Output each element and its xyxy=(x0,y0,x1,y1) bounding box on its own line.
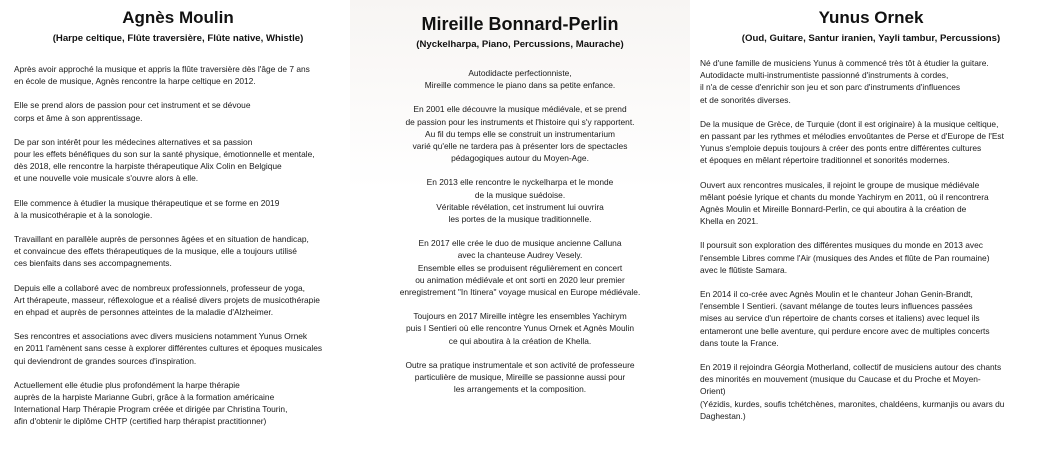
musician-instruments: (Nyckelharpa, Piano, Percussions, Maurache) xyxy=(416,39,624,50)
musician-instruments: (Harpe celtique, Flûte traversière, Flûte native, Whistle) xyxy=(52,33,304,44)
bio-paragraph: Il poursuit son exploration des différentes musiques du monde en 2013 avec l'ensemble Libres comme l'Air (musiques des Andes et flûte de Pan roumaine) avec le flûtiste Samara. xyxy=(700,240,990,275)
bio-paragraph: Ouvert aux rencontres musicales, il rejoint le groupe de musique médiévale mêlant poésie lyrique et chants du monde Yachirym en 2011, où il rencontrera Agnès Moulin et Mireille Bonnard-Perlin, ce qui aboutira à la création de Khella en 2021. xyxy=(700,179,989,227)
musician-name: Yunus Ornek xyxy=(818,8,924,27)
column-yunus-ornek xyxy=(690,0,1050,474)
bio-paragraph: Elle commence à étudier la musique thérapeutique et se forme en 2019 à la musicothérapie et à la sonologie. xyxy=(14,197,280,220)
bio-paragraph: Autodidacte perfectionniste, Mireille commence le piano dans sa petite enfance. xyxy=(424,68,616,91)
bio-paragraph: En 2014 il co-crée avec Agnès Moulin et le chanteur Johan Genin-Brandt, l'ensemble I Sentieri. (savant mélange de toutes leurs influences passées mises au service d'un répertoire de chants corses et italiens) avec lequel ils entameront une belle aventure, qui perdure encore avec de multiples concerts dans toute la France. xyxy=(700,289,990,348)
bio-paragraph: Né d'une famille de musiciens Yunus à commencé très tôt à étudier la guitare. Autodidacte multi-instrumentiste passionné d'instruments à cordes, il n'a de cesse d'enrichir son jeu et son parc d'instruments d'influences et de sonorités diverses. xyxy=(700,58,989,105)
musician-instruments: (Oud, Guitare, Santur iranien, Yayli tambur, Percussions) xyxy=(741,33,1001,44)
musician-name: Mireille Bonnard-Perlin xyxy=(421,14,619,34)
column-agnes-moulin xyxy=(0,0,350,474)
bio-paragraph: En 2019 il rejoindra Géorgia Motherland, collectif de musiciens autour des chants des minorités en mouvement (musique du Caucase et du Proche et Moyen- Orient) (Yézidis, kurdes, soufis tchétchènes, maronites, chaldéens, kurmanjis ou avars du Daghestan.) xyxy=(700,362,1005,421)
bio-paragraph: De la musique de Grèce, de Turquie (dont il est originaire) à la musique celtique, en passant par les rythmes et mélodies envoûtantes de Perse et d'Europe de l'Est Yunus s'emploie depuis toujours à créer des ponts entre différentes cultures et époques en mêlant répertoire traditionnel et sonorités modernes. xyxy=(700,118,1004,166)
bio-paragraph: Ses rencontres et associations avec divers musiciens notamment Yunus Ornek en 2011 l'amènent sans cesse à explorer différentes cultures et époques musicales qui deviendront de grandes sources d'inspiration. xyxy=(14,331,323,366)
biography xyxy=(360,67,680,395)
bio-paragraph: En 2013 elle rencontre le nyckelharpa et le monde de la musique suédoise. Véritable révélation, cet instrument lui ouvrira les portes de la musique traditionnelle. xyxy=(426,177,614,225)
bio-paragraph: Après avoir approché la musique et appris la flûte traversière dès l'âge de 7 ans en école de musique, Agnès rencontre la harpe celtique en 2012. xyxy=(14,64,310,87)
bio-paragraph: En 2001 elle découvre la musique médiévale, et se prend de passion pour les instruments et l'histoire qui s'y rapportent. Au fil du temps elle se construit un instrumentarium varié qu'elle ne tardera pas à présenter lors de spectacles pédagogiques autour du Moyen-Age. xyxy=(405,104,635,164)
bio-paragraph: Actuellement elle étudie plus profondément la harpe thérapie auprès de la harpiste Marianne Gubri, grâce à la formation américaine International Harp Thérapie Program créée et dirigée par Christina Tourin, afin d'obtenir le diplôme CHTP (certified harp thérapist practitionner) xyxy=(14,379,288,427)
bio-paragraph: Travaillant en parallèle auprès de personnes âgées et en situation de handicap, et convaincue des effets thérapeutiques de la musique, elle a toujours utilisé ces bienfaits dans ses accompagnements. xyxy=(14,234,309,269)
bio-paragraph: En 2017 elle crée le duo de musique ancienne Calluna avec la chanteuse Audrey Vesely. Ensemble elles se produisent régulièrement en concert ou animation médiévale et ont sorti en 2020 leur premier enregistrement "In Itinera" voyage musical en Europe médiévale. xyxy=(399,238,641,298)
biography xyxy=(14,63,342,428)
bio-paragraph: Elle se prend alors de passion pour cet instrument et se dévoue corps et âme à son apprentissage. xyxy=(14,100,251,123)
column-mireille-bonnard-perlin xyxy=(350,0,690,474)
musician-name: Agnès Moulin xyxy=(122,8,234,27)
bio-paragraph: Toujours en 2017 Mireille intègre les ensembles Yachirym puis I Sentieri où elle rencontre Yunus Ornek et Agnès Moulin ce qui aboutira à la création de Khella. xyxy=(406,311,634,346)
bio-paragraph: Outre sa pratique instrumentale et son activité de professeure particulière de musique, Mireille se passionne aussi pour les arrangements et la composition. xyxy=(405,359,635,395)
bio-paragraph: Depuis elle a collaboré avec de nombreux professionnels, professeur de yoga, Art thérapeute, masseur, réflexologue et a réalisé divers projets de musicothérapie en ehpad et auprès de personnes atteintes de la maladie d'Alzheimer. xyxy=(14,282,320,318)
bio-paragraph: De par son intérêt pour les médecines alternatives et sa passion pour les effets bénéfiques du son sur la santé physique, émotionnelle et mentale, dès 2018, elle rencontre la harpiste thérapeutique Alix Colin en Belgique et une nouvelle voie musicale s'ouvre alors à elle. xyxy=(14,136,315,184)
biography xyxy=(700,57,1042,422)
